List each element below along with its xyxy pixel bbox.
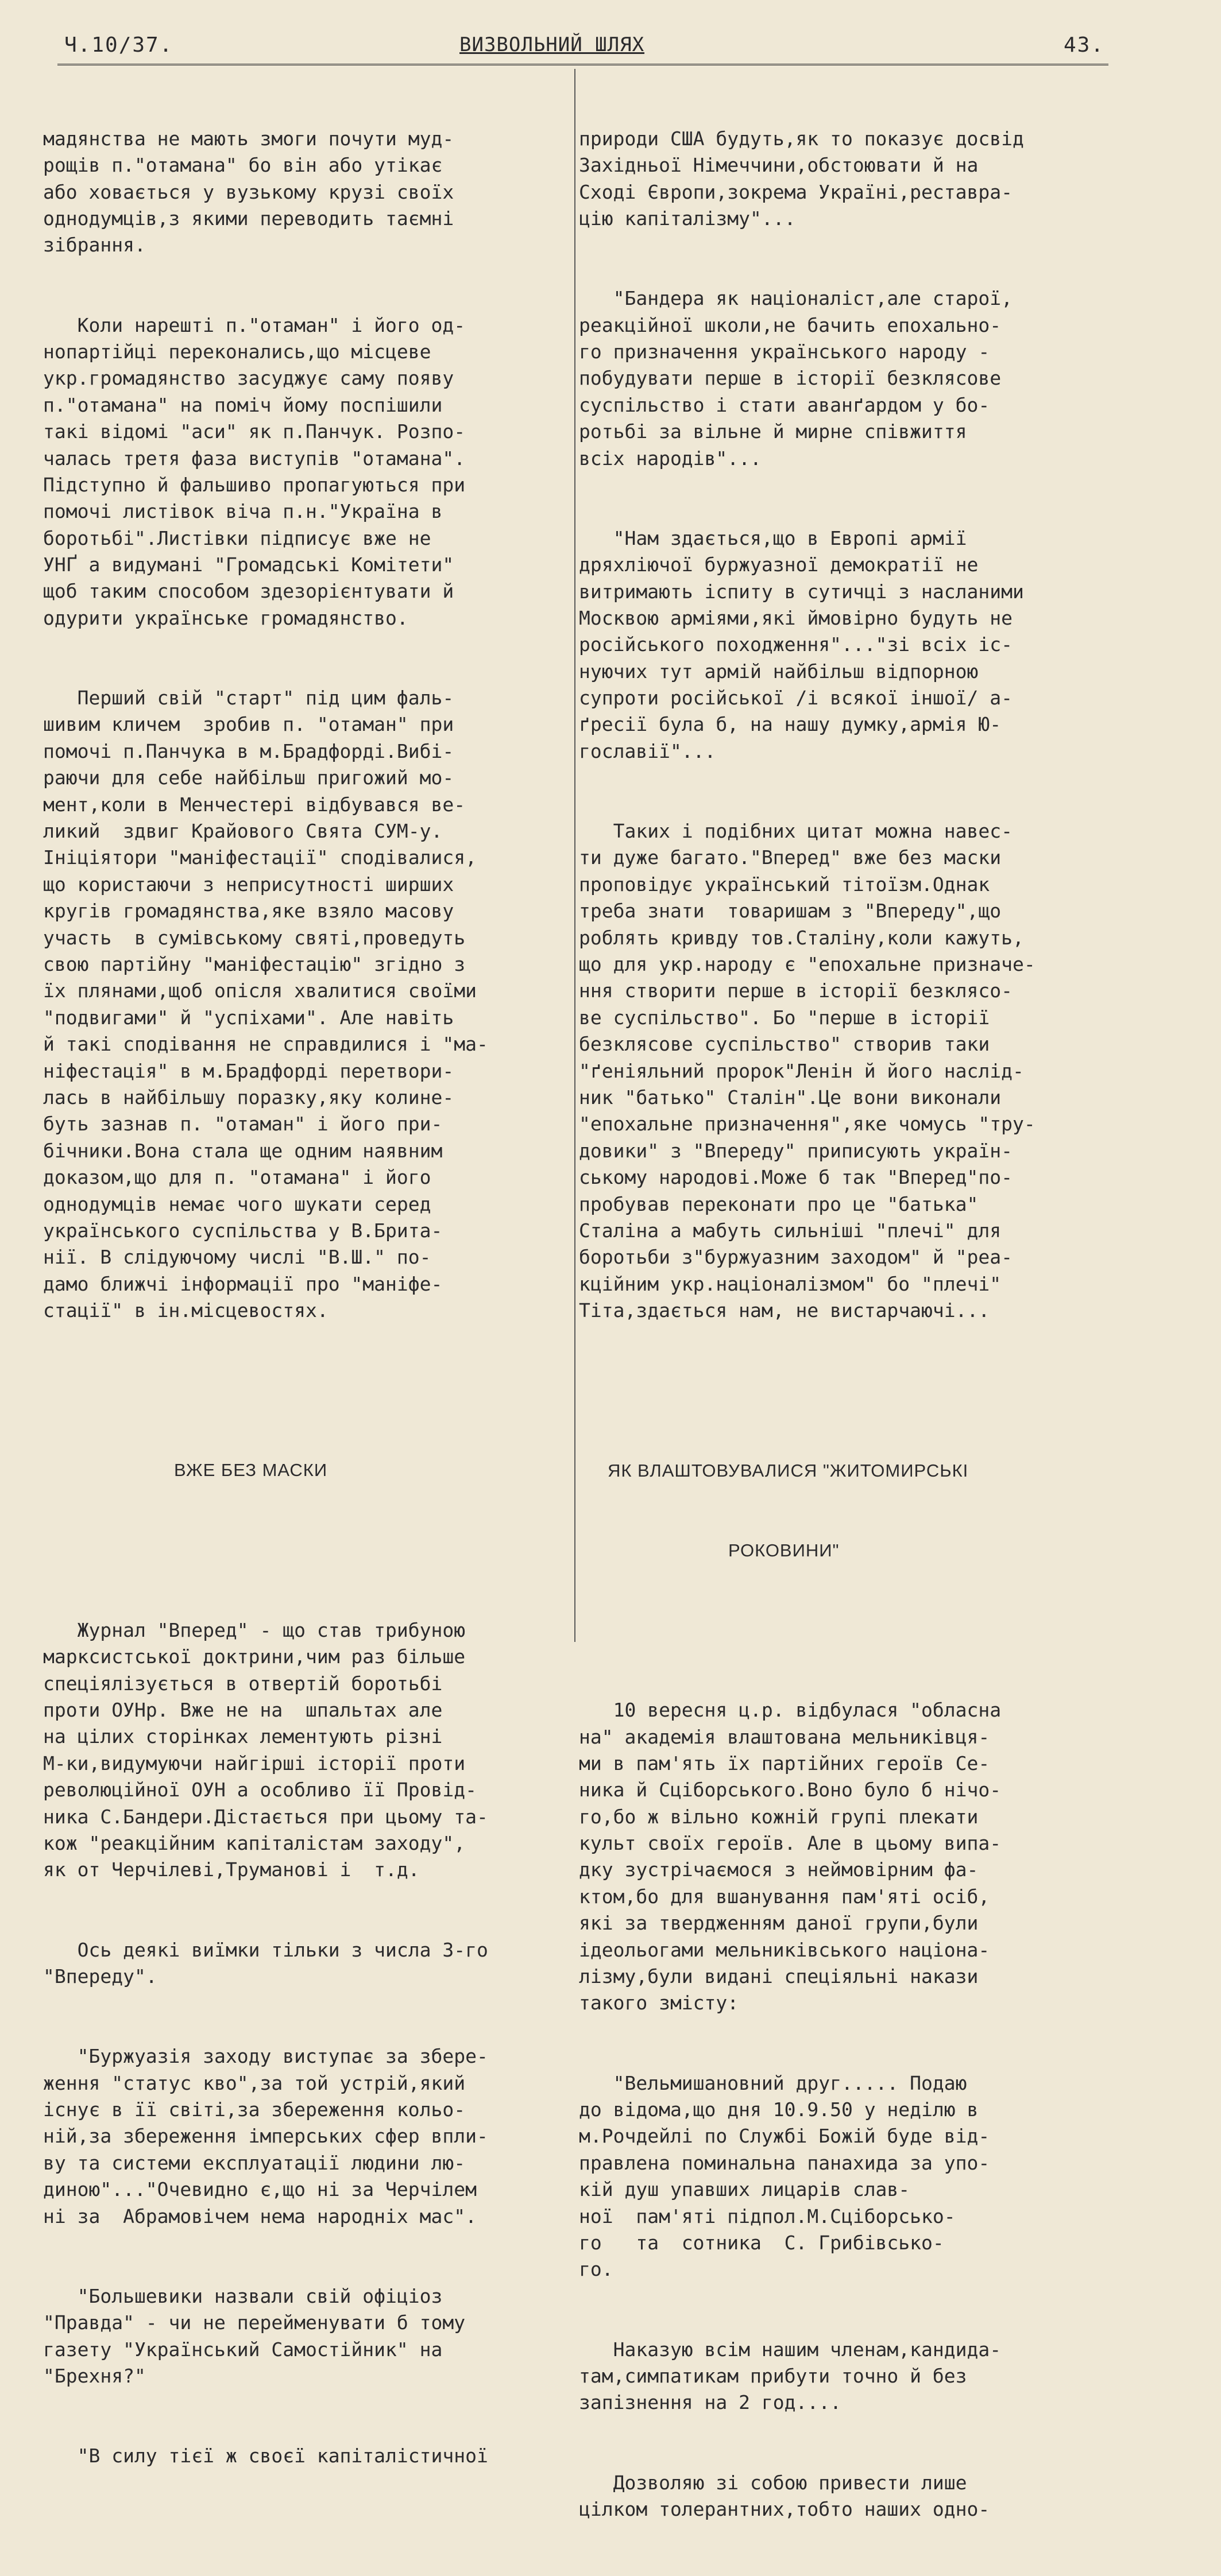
text-line: Наказую всім нашим членам,кандида-: [579, 2338, 1002, 2361]
text-line: проповідує український тітоїзм.Однак: [579, 873, 990, 896]
text-line: цію капіталізму"...: [579, 207, 796, 230]
text-line: го.: [579, 2258, 613, 2281]
text-line: Сталіна а мабуть сильніші "плечі" для: [579, 1219, 1002, 1242]
paragraph: [579, 525, 1099, 765]
text-line: М-ки,видумуючи найгірші історії проти: [43, 1752, 466, 1775]
text-line: реакційної школи,не бачить епохально-: [579, 313, 1002, 336]
text-line: ґресії була б, на нашу думку,армія Ю-: [579, 713, 1002, 736]
text-line: ні за Абрамовічем нема народніх мас".: [43, 2205, 477, 2228]
text-line: свою партійну "маніфестацію" згідно з: [43, 952, 466, 975]
text-line: українського суспільства у В.Брита-: [43, 1219, 443, 1242]
text-line: "Вперeду".: [43, 1965, 157, 1988]
column-divider: [574, 69, 575, 1642]
text-line: революційної ОУН а особливо її Провід-: [43, 1779, 477, 1802]
header-rule: [57, 64, 1108, 65]
text-line: диною"..."Очевидно є,що ні за Черчілем: [43, 2178, 477, 2201]
text-line: правлена поминальна панахида за упо-: [579, 2151, 990, 2174]
text-line: Таких і подібних цитат можна навес-: [579, 820, 1013, 843]
text-line: що для укр.народу є "епохальне призначе-: [579, 953, 1035, 976]
text-line: що користаючи з неприсутності ширших: [43, 873, 454, 896]
spacer: [43, 1377, 563, 1404]
text-line: лась в найбільшу поразку,яку колине-: [43, 1086, 454, 1109]
text-line: м.Рочдейлі по Службі Божій буде від-: [579, 2125, 990, 2148]
text-line: роблять кривду тов.Сталіну,коли кажуть,: [579, 926, 1024, 949]
text-line: стації" в ін.місцевостях.: [43, 1299, 329, 1322]
section-heading: ВЖЕ БЕЗ МАСКИ: [174, 1460, 328, 1481]
text-line: одурити українське громадянство.: [43, 606, 408, 629]
paragraph: [43, 2283, 563, 2390]
issue-number: Ч.10/37.: [64, 33, 173, 57]
text-line: чалась третя фаза виступів "отамана".: [43, 447, 466, 470]
text-line: шивим кличем зробив п. "отаман" при: [43, 713, 454, 736]
paragraph: [579, 1697, 1099, 2017]
text-line: або ховається у вузькому крузі своїх: [43, 180, 454, 203]
text-line: ження "статус кво",за той устрій,який: [43, 2071, 466, 2094]
text-line: всіх народів"...: [579, 447, 762, 470]
text-line: на цілих сторінках лементують різні: [43, 1725, 443, 1748]
text-line: проти ОУНр. Вже не на шпальтах але: [43, 1699, 443, 1722]
text-line: треба знати товаришам з "Вперeду",що: [579, 900, 1002, 923]
text-line: участь в сумівському святі,проведуть: [43, 926, 466, 949]
text-line: Журнал "Вперед" - що став трибуною: [43, 1618, 466, 1641]
text-line: мадянства не мають змоги почути муд-: [43, 127, 454, 150]
text-line: "Нам здається,що в Европі армії: [579, 526, 967, 549]
text-line: "епохальне призначення",яке чомусь "тру-: [579, 1113, 1035, 1136]
text-line: укр.громадянство засуджує саму появу: [43, 367, 454, 390]
text-line: "Брехня?": [43, 2364, 146, 2387]
text-line: як от Черчілеві,Труманові і т.д.: [43, 1858, 420, 1881]
text-line: буть зазнав п. "отаман" і його при-: [43, 1113, 443, 1136]
text-line: п."отамана" на поміч йому поспішили: [43, 393, 443, 416]
text-line: російського походження"..."зі всіх іс-: [579, 633, 1013, 656]
page-number: 43.: [1064, 33, 1105, 57]
text-line: побудувати перше в історії безклясове: [579, 367, 1002, 390]
paragraph: [579, 818, 1099, 1324]
text-line: ми в пам'ять їх партійних героїв Се-: [579, 1752, 990, 1775]
text-line: однодумців,з якими переводить таємні: [43, 207, 454, 230]
paragraph: [43, 1937, 563, 1990]
text-line: дку зустрічаємося з неймовірним фа-: [579, 1858, 979, 1881]
text-line: до відома,що дня 10.9.50 у неділю в: [579, 2098, 979, 2121]
text-line: ву та системи експлуатації людини лю-: [43, 2151, 466, 2174]
paragraph: [43, 312, 563, 632]
text-line: й такі сподівання не справдилися і "ма-: [43, 1033, 488, 1056]
text-line: боротьби з"буржуазним заходом" й "реа-: [579, 1246, 1013, 1269]
text-line: Ініціятори "маніфестації" сподівалися,: [43, 846, 477, 869]
text-line: 10 вересня ц.р. відбулася "обласна: [579, 1699, 1002, 1722]
text-line: суспільство і стати аванґардом у бо-: [579, 393, 990, 416]
right-column: [579, 72, 1099, 2576]
text-line: цілком толерантних,тобто наших одно-: [579, 2497, 990, 2520]
text-line: помочі п.Панчука в м.Брадфорді.Вибі-: [43, 739, 454, 762]
text-line: ликий здвиг Крайового Свята СУМ-у.: [43, 820, 443, 843]
text-line: нопартійці переконались,що місцеве: [43, 340, 431, 363]
left-column: [43, 72, 563, 2523]
text-line: спеціялізується в отвертій боротьбі: [43, 1672, 443, 1695]
section-heading-line-2: РОКОВИНИ": [728, 1540, 840, 1560]
paragraph: [579, 2337, 1099, 2416]
text-line: боротьбі".Листівки підписує вже не: [43, 526, 431, 549]
text-line: Москвою арміями,які ймовірно будуть не: [579, 606, 1013, 629]
text-line: дамо ближчі інформації про "маніфе-: [43, 1272, 443, 1295]
text-line: ротьбі за вільне й мирне співжиття: [579, 420, 967, 443]
text-line: рощів п."отамана" бо він або утікає: [43, 154, 443, 177]
text-line: витримають іспиту в сутичці з насланими: [579, 580, 1024, 603]
text-line: пробував переконати про це "батька": [579, 1192, 979, 1215]
paragraph: [579, 2470, 1099, 2523]
text-line: ника С.Бандери.Дістається при цьому та-: [43, 1805, 488, 1828]
text-line: Сході Європи,зокрема Україні,реставра-: [579, 180, 1013, 203]
text-line: ника й Сціборського.Воно було б нічо-: [579, 1779, 1002, 1802]
text-line: Дозволяю зі собою привести лише: [579, 2471, 967, 2494]
text-line: ної пам'яті підпол.М.Сціборсько-: [579, 2205, 956, 2228]
text-line: доказом,що для п. "отамана" і його: [43, 1166, 431, 1189]
text-line: мент,коли в Менчестері відбувався ве-: [43, 793, 466, 816]
text-line: нуючих тут армій найбільш відпорною: [579, 660, 979, 683]
text-line: Підступно й фальшиво пропагуються при: [43, 473, 466, 496]
paragraph: [43, 2443, 563, 2469]
paragraph: [579, 285, 1099, 472]
text-line: го,бо ж вільно кожній групі плекати: [579, 1805, 979, 1828]
text-line: "ґеніяльний пророк"Ленін й його наслід-: [579, 1059, 1024, 1082]
text-line: ник "батько" Сталін".Це вони виконали: [579, 1086, 1002, 1109]
text-line: лізму,були видані спеціяльні накази: [579, 1965, 979, 1988]
text-line: їх плянами,щоб опісля хвалитися своїми: [43, 979, 477, 1002]
text-line: ському народові.Може б так "Вперед"по-: [579, 1166, 1013, 1189]
text-line: марксистської доктрини,чим раз більше: [43, 1645, 466, 1668]
text-line: "Вельмишановний друг..... Подаю: [579, 2071, 967, 2094]
spacer: [579, 1617, 1099, 1644]
text-line: дряхліючої буржуазної демократії не: [579, 553, 979, 576]
text-line: раючи для себе найбільш пригожий мо-: [43, 766, 454, 789]
text-line: довики" з "Вперeду" приписують україн-: [579, 1139, 1013, 1162]
text-line: кож "реакційним капіталістам заходу",: [43, 1832, 466, 1854]
journal-title: ВИЗВОЛЬНИЙ ШЛЯХ: [459, 33, 645, 56]
text-line: культ своїх героїв. Але в цьому випа-: [579, 1832, 1002, 1855]
text-line: ній,за збереження імперських сфер впли-: [43, 2125, 488, 2148]
text-line: кругів громадянства,яке взяло масову: [43, 900, 454, 923]
spacer: [43, 1537, 563, 1564]
text-line: такі відомі "аси" як п.Панчук. Розпо-: [43, 420, 466, 443]
text-line: го призначення українського народу -: [579, 340, 990, 363]
paragraph: [43, 1617, 563, 1884]
text-line: Ось деякі виїмки тільки з числа 3-го: [43, 1938, 488, 1961]
text-line: щоб таким способом здезорієнтувати й: [43, 580, 454, 603]
text-line: газету "Український Самостійник" на: [43, 2338, 443, 2361]
text-line: такого змісту:: [579, 1992, 739, 2015]
text-line: на" академія влаштована мельниківця-: [579, 1725, 990, 1748]
text-line: "Правда" - чи не перейменувати б тому: [43, 2311, 466, 2334]
text-line: ве суспільство". Бо "перше в історії: [579, 1006, 990, 1029]
paragraph: [43, 126, 563, 259]
text-line: "В силу тієї ж своєї капіталістичної: [43, 2445, 488, 2467]
text-line: "Буржуазія заходу виступає за збере-: [43, 2045, 488, 2068]
text-line: Західньої Німеччини,обстоювати й на: [579, 154, 979, 177]
text-line: ідеольогами мельниківського націона-: [579, 1938, 990, 1961]
text-line: УНҐ а видумані "Громадські Комітети": [43, 553, 454, 576]
text-line: "Бандера як націоналіст,але старої,: [579, 287, 1013, 310]
text-line: існує в її світі,за збереження кольо-: [43, 2098, 466, 2121]
section-heading-line-1: ЯК ВЛАШТОВУВАЛИСЯ "ЖИТОМИРСЬКІ: [608, 1460, 969, 1481]
text-line: "подвигами" й "успіхами". Але навіть: [43, 1006, 454, 1029]
spacer: [579, 1377, 1099, 1404]
text-line: гославії"...: [579, 739, 716, 762]
text-line: ння створити перше в історії безклясо-: [579, 979, 1013, 1002]
text-line: ніфестація" в м.Брадфорді перетвори-: [43, 1059, 454, 1082]
paragraph: [579, 2070, 1099, 2283]
text-line: помочі листівок віча п.н."Україна в: [43, 500, 443, 523]
text-line: бічники.Вона стала ще одним наявним: [43, 1139, 443, 1162]
paragraph: [43, 2043, 563, 2230]
text-line: "Большевики назвали свій офіціоз: [43, 2284, 443, 2307]
text-line: Перший свій "старт" під цим фаль-: [43, 687, 454, 710]
text-line: нії. В слідуючому числі "В.Ш." по-: [43, 1246, 431, 1269]
text-line: ктом,бо для вшанування пам'яті осіб,: [579, 1885, 990, 1908]
text-line: які за твердженням даної групи,були: [579, 1912, 979, 1935]
text-line: природи США будуть,як то показує досвід: [579, 127, 1024, 150]
text-line: кційним укр.націоналізмом" бо "плечі": [579, 1272, 1002, 1295]
text-line: зібрання.: [43, 234, 146, 257]
paragraph: [579, 126, 1099, 233]
text-line: однодумців немає чого шукати серед: [43, 1192, 431, 1215]
text-line: Тіта,здається нам, не вистарчаючі...: [579, 1299, 990, 1322]
text-line: кій душ упавших лицарів слав-: [579, 2178, 910, 2201]
text-line: запізнення на 2 год....: [579, 2391, 841, 2414]
text-line: супроти російської /і всякої іншої/ а-: [579, 687, 1013, 710]
paragraph: [43, 685, 563, 1324]
text-line: там,симпатикам прибути точно й без: [579, 2364, 967, 2387]
text-line: ти дуже багато."Вперед" вже без маски: [579, 846, 1002, 869]
text-line: безклясове суспільство" створив таки: [579, 1033, 990, 1056]
text-line: го та сотника С. Грибівсько-: [579, 2231, 944, 2254]
text-line: Коли нарешті п."отаман" і його од-: [43, 313, 466, 336]
